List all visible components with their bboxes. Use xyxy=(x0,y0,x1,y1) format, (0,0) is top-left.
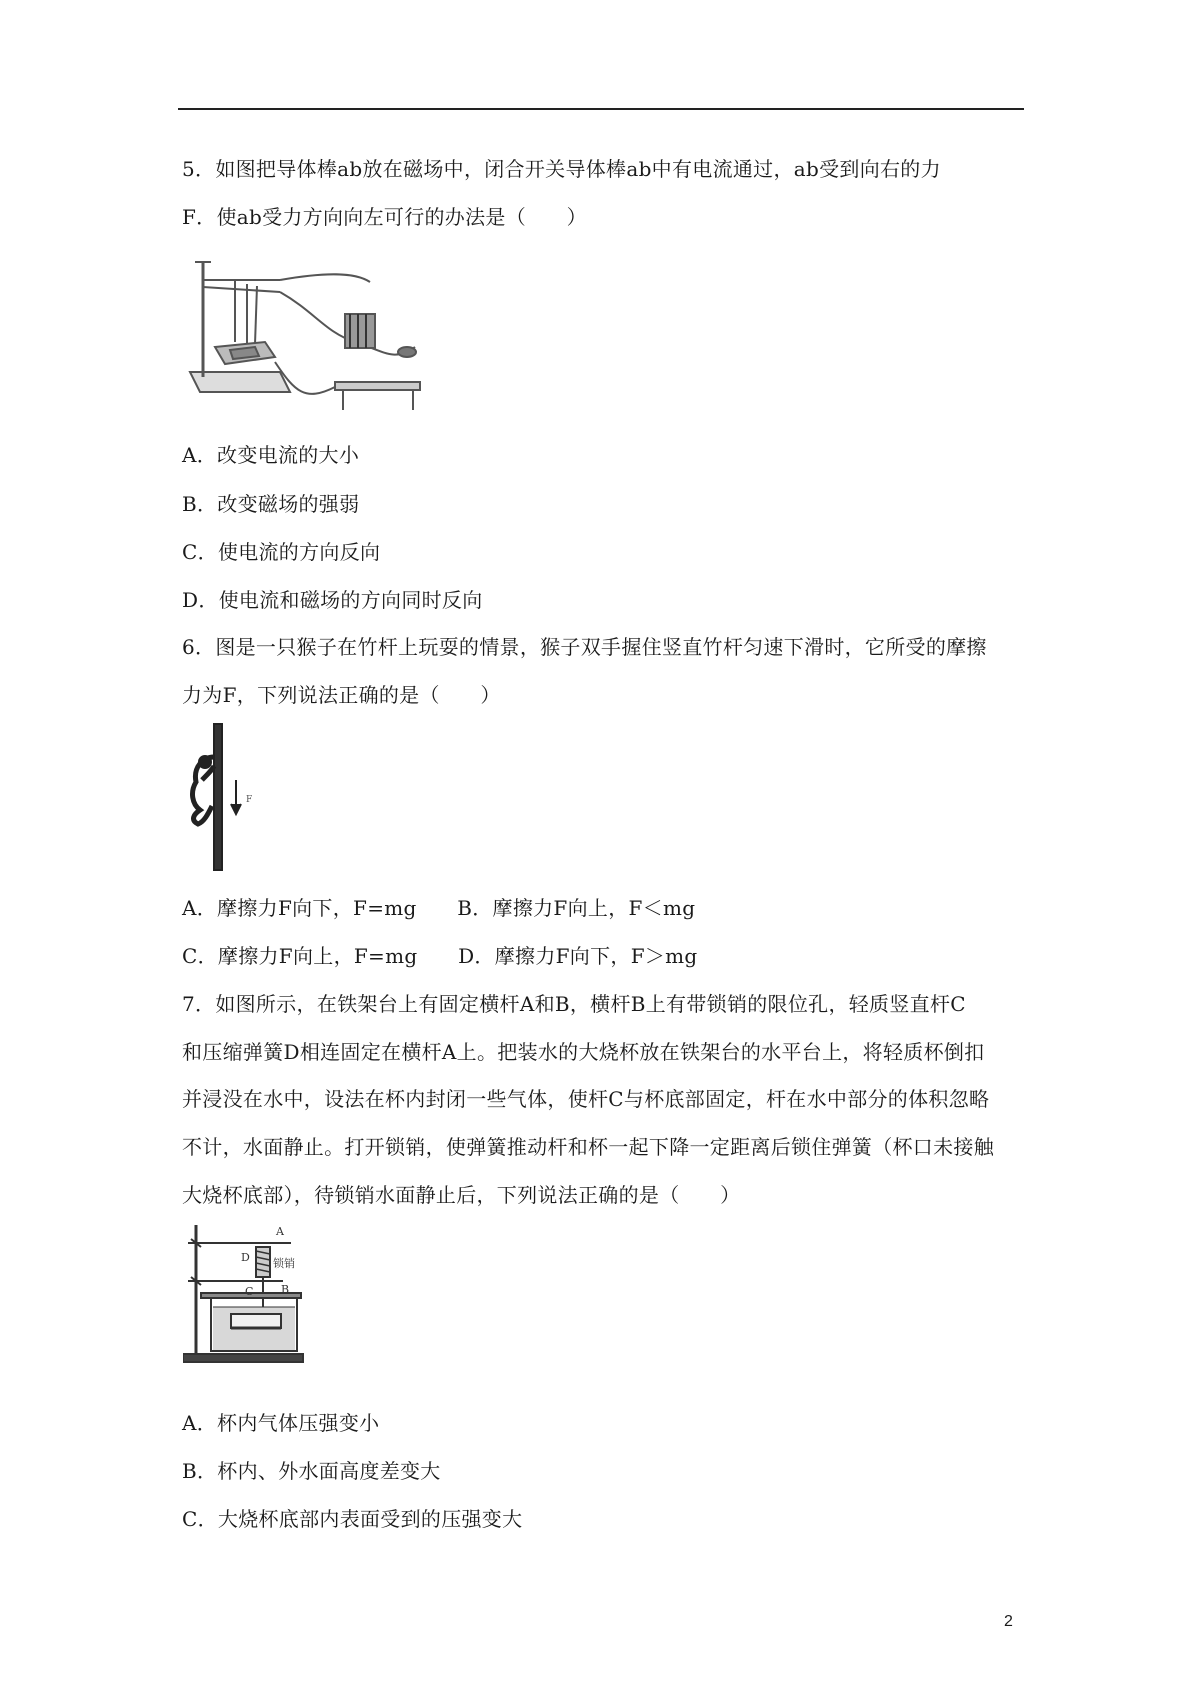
q6-options-ab: A．摩擦力F向下，F=mg B．摩擦力F向上，F＜mg xyxy=(182,896,696,920)
q6-stem-line-2: 力为F，下列说法正确的是（ ） xyxy=(182,683,501,707)
q7-stem-line-1: 7．如图所示，在铁架台上有固定横杆A和B，横杆B上有带锁销的限位孔，轻质竖直杆C xyxy=(182,992,966,1016)
q7-label-b: B xyxy=(281,1283,290,1296)
header-rule xyxy=(178,108,1024,110)
page-number: 2 xyxy=(1004,1613,1013,1630)
q6-stem-line-1: 6．图是一只猴子在竹杆上玩耍的情景，猴子双手握住竖直竹杆匀速下滑时，它所受的摩擦 xyxy=(182,635,987,659)
q7-label-d: D xyxy=(241,1251,250,1264)
q5-option-b: B．改变磁场的强弱 xyxy=(182,492,360,516)
q5-stem-line-1: 5．如图把导体棒ab放在磁场中，闭合开关导体棒ab中有电流通过，ab受到向右的力 xyxy=(182,157,941,181)
q7-stem-line-3: 并浸没在水中，设法在杯内封闭一些气体，使杆C与杯底部固定，杆在水中部分的体积忽略 xyxy=(182,1087,990,1111)
q7-option-b: B．杯内、外水面高度差变大 xyxy=(182,1459,441,1483)
q5-option-a: A．改变电流的大小 xyxy=(182,443,360,467)
q6-force-label: F xyxy=(246,795,253,805)
q7-stem-line-4: 不计，水面静止。打开锁销，使弹簧推动杆和杯一起下降一定距离后锁住弹簧（杯口未接触 xyxy=(182,1135,994,1159)
q7-label-c: C xyxy=(245,1285,254,1298)
q7-option-a: A．杯内气体压强变小 xyxy=(182,1411,380,1435)
q5-stem-line-2: F．使ab受力方向向左可行的办法是（ ） xyxy=(182,205,587,229)
q6-options-cd: C．摩擦力F向上，F=mg D．摩擦力F向下，F＞mg xyxy=(182,944,698,968)
q7-stem-line-5: 大烧杯底部），待锁销水面静止后，下列说法正确的是（ ） xyxy=(182,1183,741,1207)
q5-option-d: D．使电流和磁场的方向同时反向 xyxy=(182,588,483,612)
q6-monkey-figure xyxy=(178,722,268,872)
q7-option-c: C．大烧杯底部内表面受到的压强变大 xyxy=(182,1507,523,1531)
q7-label-a: A xyxy=(276,1225,284,1238)
q7-stem-line-2: 和压缩弹簧D相连固定在横杆A上。把装水的大烧杯放在铁架台的水平台上，将轻质杯倒扣 xyxy=(182,1040,985,1064)
q5-circuit-figure xyxy=(185,252,435,417)
q7-label-lock: 锁销 xyxy=(273,1257,295,1270)
q5-option-c: C．使电流的方向反向 xyxy=(182,540,381,564)
q7-apparatus-figure xyxy=(183,1217,323,1365)
